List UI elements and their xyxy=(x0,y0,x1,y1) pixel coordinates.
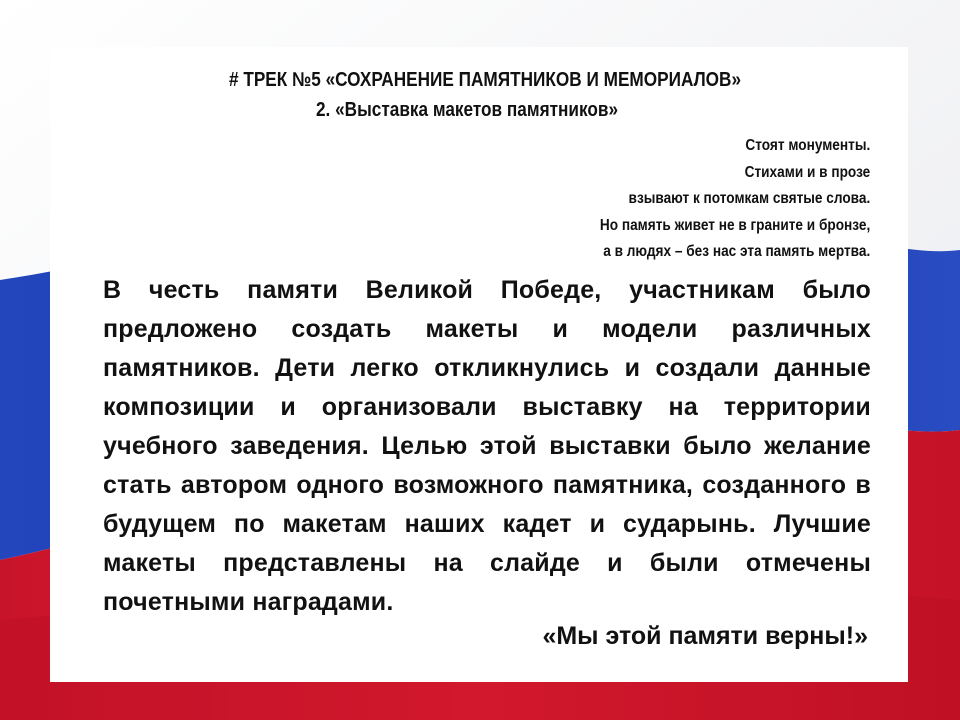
motto-quote: «Мы этой памяти верны!» xyxy=(542,622,868,650)
slide-title: # ТРЕК №5 «СОХРАНЕНИЕ ПАМЯТНИКОВ И МЕМОРИАЛОВ» xyxy=(228,69,742,91)
poem-line: Стоят монументы. xyxy=(745,137,870,154)
text-panel xyxy=(50,47,908,682)
poem-line: Но память живет не в граните и бронзе, xyxy=(599,216,870,234)
poem-line: а в людях – без нас эта память мертва. xyxy=(602,243,870,260)
slide-subtitle: 2. «Выставка макетов памятников» xyxy=(315,99,619,121)
body-paragraph: В честь памяти Великой Победе, участникам было предложено создать макеты и модели различных памятников. Дети легко откликнулись и создали данные композиции и организовали выставку на территории учебного заведения. Целью этой выставки было желание стать автором одного возможного памятника, созданного в будущем по макетам наших кадет и сударынь. Лучшие макеты представлены на слайде и были отмечены почетными наградами. xyxy=(103,276,871,616)
poem-epigraph xyxy=(563,133,870,266)
poem-line: взывают к потомкам святые слова. xyxy=(628,190,870,207)
poem-line: Стихами и в прозе xyxy=(744,163,870,181)
